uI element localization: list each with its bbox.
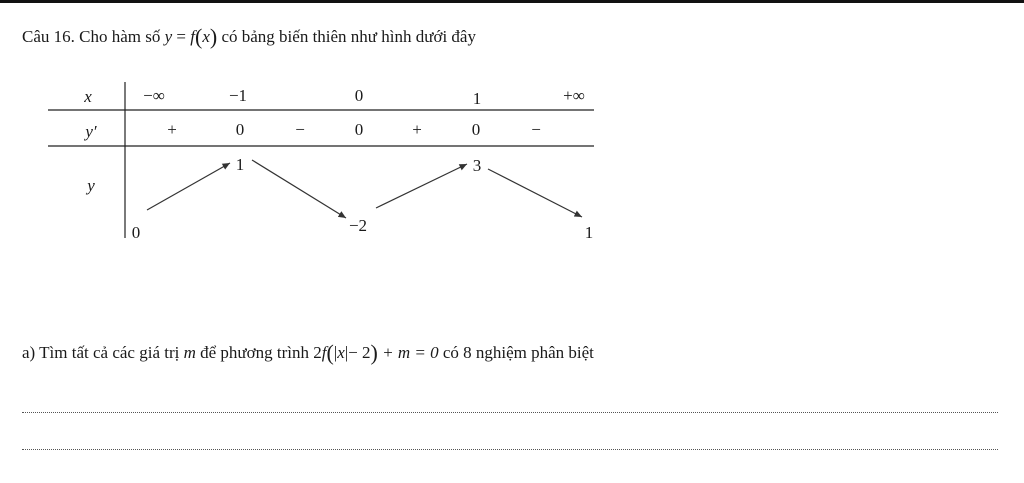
equation-abs-x: x	[337, 343, 345, 362]
equation-close-paren: )	[370, 340, 378, 365]
row-label-x: x	[84, 87, 92, 106]
part-a-text-after: có 8 nghiệm phân biệt	[442, 343, 594, 362]
arrow-decrease-1	[252, 160, 346, 218]
part-a-text-mid: để phương trình	[200, 343, 309, 362]
answer-line-1[interactable]	[22, 412, 998, 413]
x-value-zero: 0	[354, 86, 364, 105]
x-value-one: 1	[472, 89, 482, 108]
answer-line-2[interactable]	[22, 449, 998, 450]
y-value-at-neg-infinity: 0	[131, 223, 141, 242]
question-text-before: Cho hàm số	[79, 27, 161, 46]
y-value-at-one: 3	[472, 156, 482, 175]
x-value-neg-infinity: −∞	[143, 86, 165, 105]
y-value-at-zero: −2	[348, 216, 368, 235]
sign-4: 0	[354, 120, 364, 139]
sign-2: 0	[235, 120, 245, 139]
equation-function: f	[321, 343, 327, 362]
sign-3: −	[295, 120, 305, 139]
close-paren: )	[209, 24, 218, 49]
part-a-statement	[22, 340, 594, 366]
question-text-after: có bảng biến thiên như hình dưới đây	[221, 27, 476, 46]
abs-bar-left: |	[333, 343, 338, 362]
function-equals: =	[176, 27, 187, 46]
question-label: Câu 16.	[22, 27, 75, 46]
row-label-yprime: y′	[85, 122, 97, 141]
sign-7: −	[531, 120, 541, 139]
x-value-pos-infinity: +∞	[563, 86, 585, 105]
sign-5: +	[412, 120, 422, 139]
function-arg: x	[202, 27, 210, 46]
parameter-m: m	[183, 343, 196, 362]
part-a-text-before: Tìm tất cả các giá trị	[39, 343, 180, 362]
row-label-y: y	[87, 176, 95, 195]
equation-coefficient: 2	[313, 343, 322, 362]
part-a-label: a)	[22, 343, 36, 362]
function-lhs: y	[164, 27, 173, 46]
function-name: f	[190, 27, 195, 46]
arrow-decrease-2	[488, 169, 582, 217]
y-value-at-pos-infinity: 1	[584, 223, 594, 242]
sign-1: +	[167, 120, 177, 139]
equation-tail: + m = 0	[382, 343, 439, 362]
arrow-increase-1	[147, 163, 230, 210]
open-paren: (	[195, 24, 203, 49]
arrow-increase-2	[376, 164, 467, 208]
sign-6: 0	[471, 120, 481, 139]
y-value-at-neg-one: 1	[235, 155, 245, 174]
x-value-neg-one: −1	[228, 86, 248, 105]
abs-bar-right: |	[344, 343, 349, 362]
equation-minus-two: − 2	[348, 343, 371, 362]
equation-open-paren: (	[326, 340, 334, 365]
